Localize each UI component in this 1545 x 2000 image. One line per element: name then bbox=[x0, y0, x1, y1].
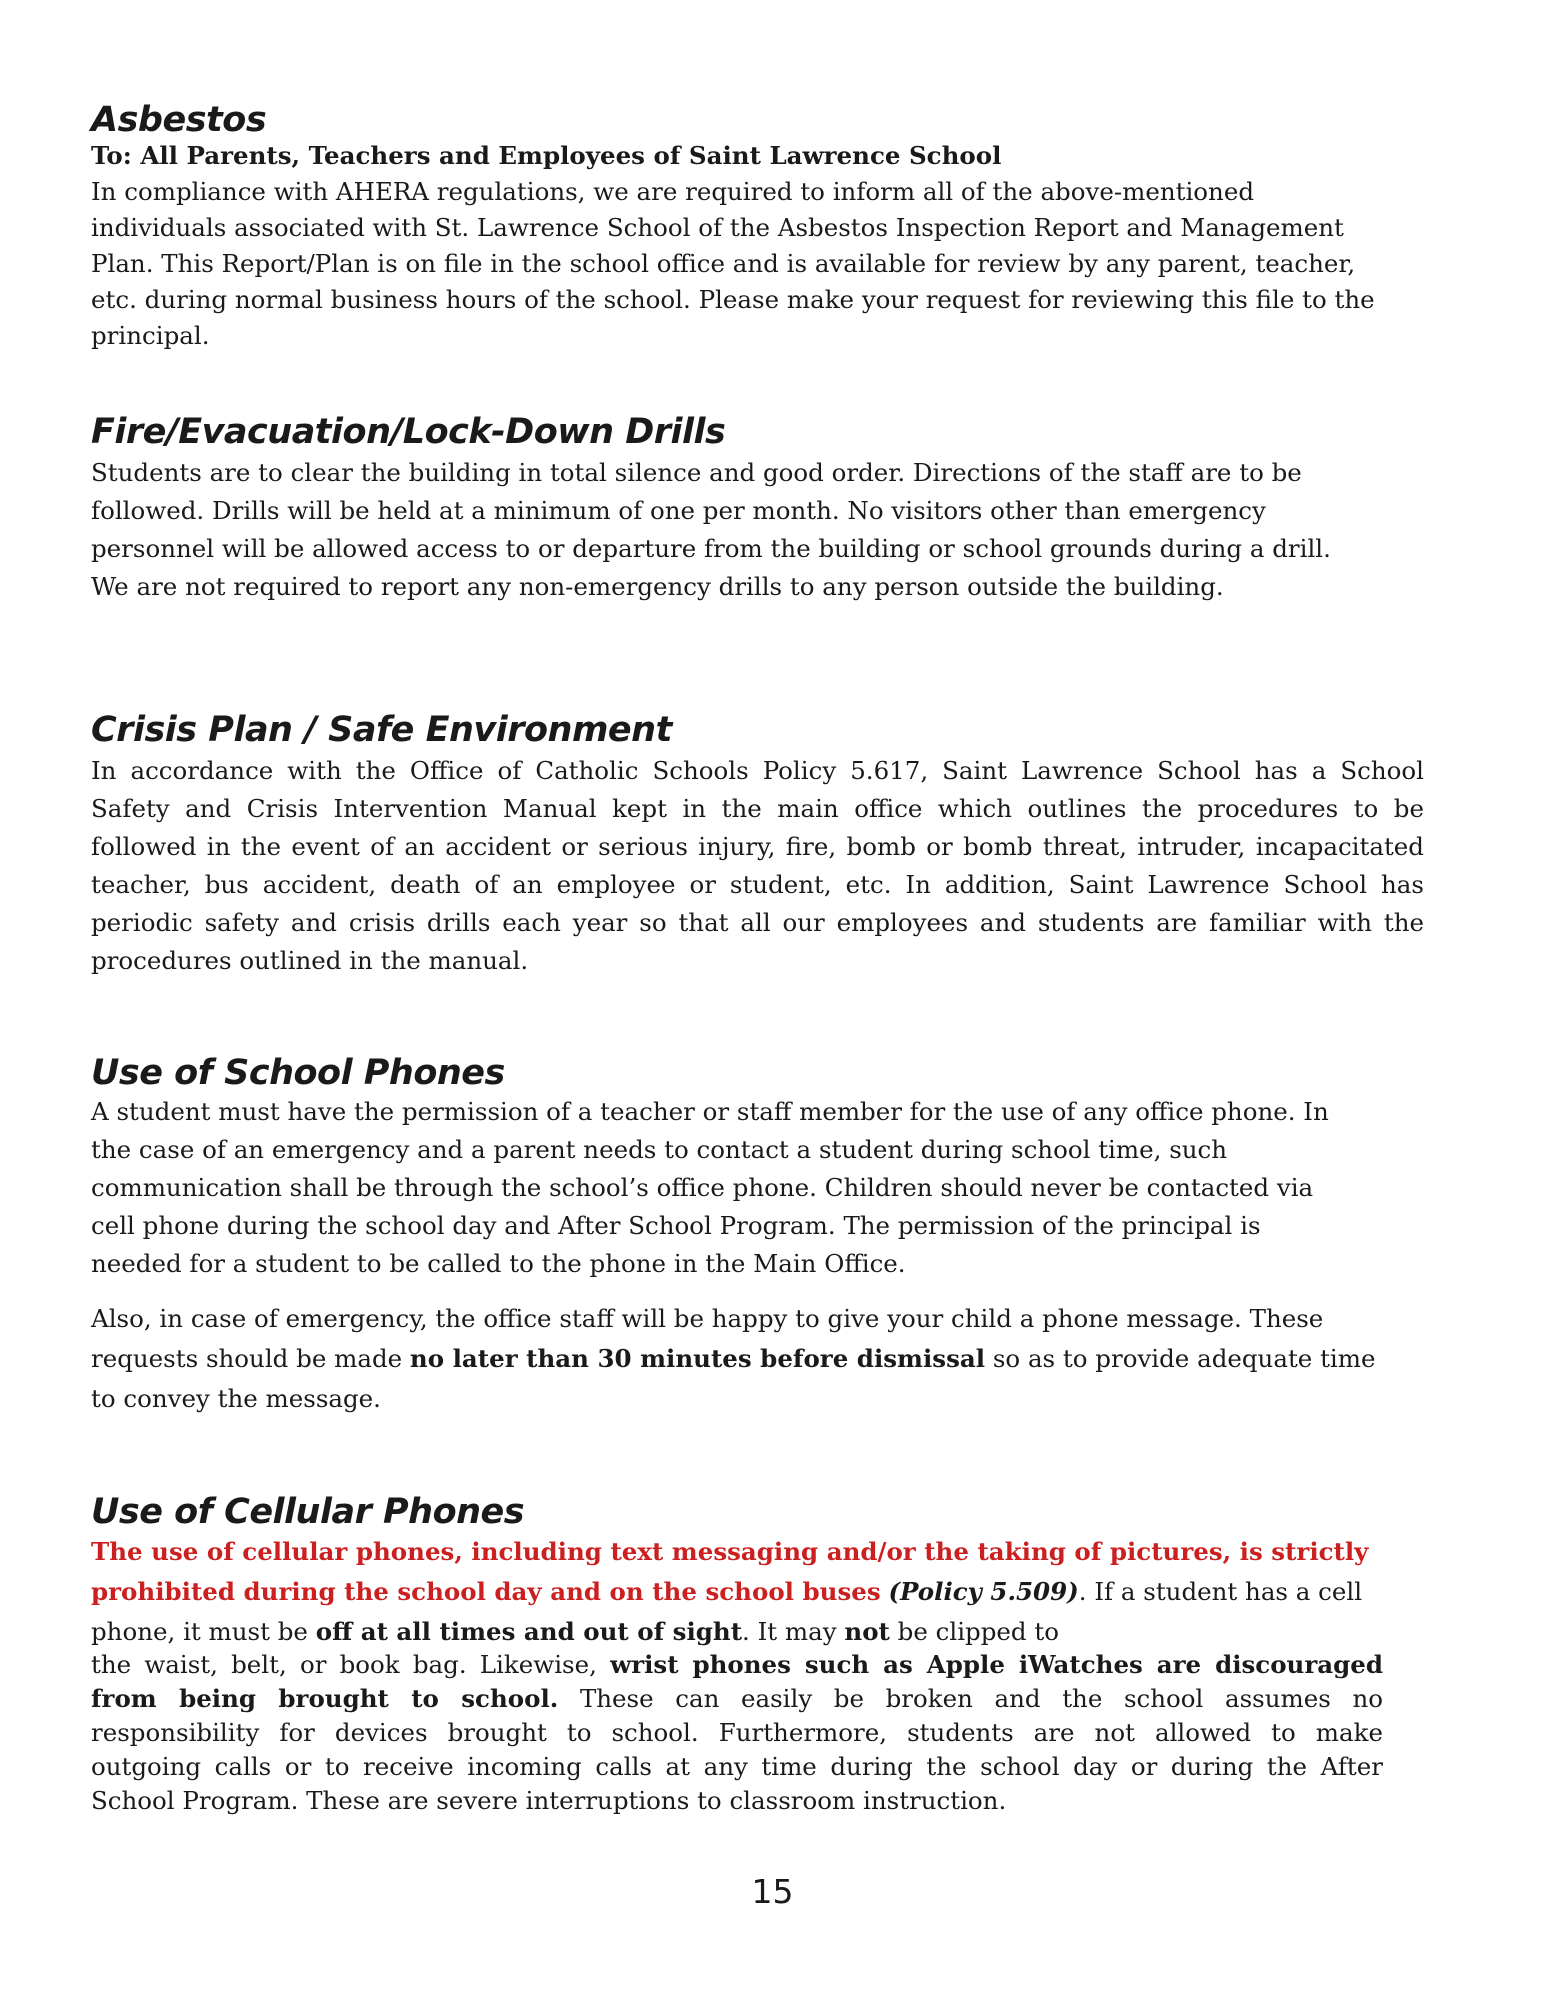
text-run: phone, it must be bbox=[91, 1617, 316, 1646]
school-phones-section bbox=[91, 1053, 1491, 1419]
school-phones-p2-line: Also, in case of emergency, the office staff will be happy to give your child a phone message. These bbox=[91, 1304, 1324, 1333]
text-run: . It may bbox=[742, 1617, 845, 1646]
school-phones-line: communication shall be through the school’s office phone. Children should never be contacted via bbox=[91, 1173, 1314, 1202]
not-text: not bbox=[844, 1617, 890, 1646]
fire-drills-line: We are not required to report any non-emergency drills to any person outside the building. bbox=[91, 572, 1224, 601]
crisis-plan-line: periodic safety and crisis drills each year so that all our employees and students are familiar with the bbox=[91, 908, 1424, 937]
crisis-plan-line: procedures outlined in the manual. bbox=[91, 946, 529, 975]
fire-drills-line: followed. Drills will be held at a minimum of one per month. No visitors other than emergency bbox=[91, 496, 1266, 525]
text-run: These can easily be broken and the school assumes no bbox=[558, 1684, 1383, 1713]
fire-drills-line: personnel will be allowed access to or departure from the building or school grounds during a drill. bbox=[91, 534, 1331, 563]
school-phones-line: cell phone during the school day and After School Program. The permission of the principal is bbox=[91, 1211, 1261, 1240]
school-phones-line: A student must have the permission of a teacher or staff member for the use of any office phone. In bbox=[91, 1097, 1329, 1126]
cellular-phones-line bbox=[91, 1612, 1383, 1652]
crisis-plan-heading: Crisis Plan / Safe Environment bbox=[91, 710, 672, 750]
text-run: so as to provide adequate time bbox=[985, 1344, 1376, 1373]
school-phones-p2-line bbox=[91, 1339, 1491, 1379]
asbestos-body bbox=[91, 174, 1491, 354]
cellular-phones-section bbox=[91, 1492, 1383, 1818]
cellular-phones-line bbox=[91, 1648, 1383, 1682]
crisis-plan-line: Safety and Crisis Intervention Manual kept in the main office which outlines the procedures to be bbox=[91, 794, 1424, 823]
crisis-plan-line: teacher, bus accident, death of an employee or student, etc. In addition, Saint Lawrence School has bbox=[91, 870, 1424, 899]
fire-drills-line: Students are to clear the building in total silence and good order. Directions of the staff are to be bbox=[91, 458, 1302, 487]
cellular-phones-line bbox=[91, 1532, 1383, 1572]
asbestos-line: Plan. This Report/Plan is on file in the school office and is available for review by any parent, teacher, bbox=[91, 249, 1356, 278]
cellular-phones-line: School Program. These are severe interruptions to classroom instruction. bbox=[91, 1786, 1007, 1815]
school-phones-paragraph-2 bbox=[91, 1299, 1491, 1419]
fire-drills-body bbox=[91, 454, 1491, 606]
text-run: . If a student has a cell bbox=[1078, 1577, 1363, 1606]
asbestos-line: In compliance with AHERA regulations, we are required to inform all of the above-mentioned bbox=[91, 177, 1255, 206]
off-and-out-of-sight-text: off at all times and out of sight bbox=[315, 1617, 743, 1646]
asbestos-section bbox=[91, 100, 1491, 354]
prohibition-text: The use of cellular phones, including text messaging and/or the taking of pictures, is strictly bbox=[91, 1537, 1369, 1566]
prohibition-text: prohibited during the school day and on the school buses bbox=[91, 1577, 881, 1606]
crisis-plan-section bbox=[91, 710, 1424, 980]
page-number: 15 bbox=[751, 1872, 794, 1911]
asbestos-to-line: To: All Parents, Teachers and Employees of Saint Lawrence School bbox=[91, 141, 1002, 170]
cellular-phones-line: responsibility for devices brought to school. Furthermore, students are not allowed to make bbox=[91, 1718, 1383, 1747]
fire-drills-heading: Fire/Evacuation/Lock-Down Drills bbox=[91, 412, 726, 452]
crisis-plan-line: followed in the event of an accident or serious injury, fire, bomb or bomb threat, intruder, incapacitated bbox=[91, 832, 1424, 861]
text-run: be clipped to bbox=[889, 1617, 1059, 1646]
cellular-phones-line: outgoing calls or to receive incoming calls at any time during the school day or during the After bbox=[91, 1752, 1383, 1781]
cellular-phones-line bbox=[91, 1682, 1383, 1716]
dismissal-deadline-text: no later than 30 minutes before dismissal bbox=[409, 1344, 986, 1373]
asbestos-line: etc. during normal business hours of the school. Please make your request for reviewing this file to the bbox=[91, 285, 1375, 314]
text-run: the waist, belt, or book bag. Likewise, bbox=[91, 1650, 611, 1679]
cellular-phones-body bbox=[91, 1532, 1383, 1818]
school-phones-p2-line: to convey the message. bbox=[91, 1384, 381, 1413]
asbestos-line: individuals associated with St. Lawrence School of the Asbestos Inspection Report and Management bbox=[91, 213, 1344, 242]
asbestos-line: principal. bbox=[91, 321, 210, 350]
fire-drills-section bbox=[91, 412, 1491, 606]
school-phones-line: the case of an emergency and a parent needs to contact a student during school time, such bbox=[91, 1135, 1228, 1164]
crisis-plan-body bbox=[91, 752, 1424, 980]
school-phones-body bbox=[91, 1093, 1491, 1283]
school-phones-heading: Use of School Phones bbox=[91, 1053, 505, 1093]
brought-to-school-text: from being brought to school. bbox=[91, 1684, 559, 1713]
cellular-phones-tight-block bbox=[91, 1648, 1383, 1818]
crisis-plan-line: In accordance with the Office of Catholic Schools Policy 5.617, Saint Lawrence School has a School bbox=[91, 756, 1424, 785]
policy-reference: (Policy 5.509) bbox=[888, 1577, 1079, 1606]
cellular-phones-heading: Use of Cellular Phones bbox=[91, 1492, 525, 1532]
text-run: requests should be made bbox=[91, 1344, 410, 1373]
school-phones-line: needed for a student to be called to the phone in the Main Office. bbox=[91, 1249, 906, 1278]
wrist-phones-text: wrist phones such as Apple iWatches are discouraged bbox=[610, 1650, 1384, 1679]
asbestos-heading: Asbestos bbox=[91, 100, 267, 140]
cellular-phones-line bbox=[91, 1572, 1383, 1612]
